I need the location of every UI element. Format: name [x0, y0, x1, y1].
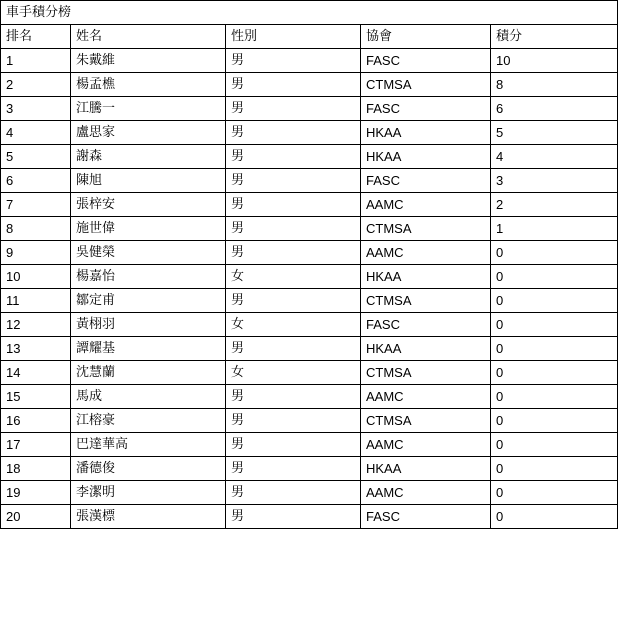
cell-association: FASC: [361, 505, 491, 529]
table-row: [1, 361, 618, 385]
cell-rank: 19: [1, 481, 71, 505]
table-row: [1, 145, 618, 169]
column-header-association: 協會: [361, 25, 491, 49]
cell-sex: 男: [226, 337, 361, 361]
cell-association: AAMC: [361, 241, 491, 265]
cell-association: AAMC: [361, 481, 491, 505]
cell-sex: 男: [226, 193, 361, 217]
cell-sex: 男: [226, 481, 361, 505]
table-row: [1, 73, 618, 97]
cell-association: CTMSA: [361, 73, 491, 97]
cell-sex: 男: [226, 49, 361, 73]
cell-association: HKAA: [361, 457, 491, 481]
table-row: [1, 409, 618, 433]
table-row: [1, 169, 618, 193]
cell-rank: 4: [1, 121, 71, 145]
cell-name: 潘德俊: [71, 457, 226, 481]
cell-rank: 1: [1, 49, 71, 73]
cell-rank: 14: [1, 361, 71, 385]
table-row: [1, 481, 618, 505]
table-body: [1, 1, 618, 529]
cell-name: 張漢標: [71, 505, 226, 529]
cell-association: HKAA: [361, 337, 491, 361]
cell-rank: 15: [1, 385, 71, 409]
cell-rank: 2: [1, 73, 71, 97]
column-header-sex: 性別: [226, 25, 361, 49]
table-row: [1, 193, 618, 217]
cell-name: 朱戴維: [71, 49, 226, 73]
cell-rank: 6: [1, 169, 71, 193]
cell-name: 譚耀基: [71, 337, 226, 361]
column-header-name: 姓名: [71, 25, 226, 49]
table-row: [1, 121, 618, 145]
cell-name: 巴達華高: [71, 433, 226, 457]
cell-rank: 5: [1, 145, 71, 169]
cell-points: 0: [491, 433, 618, 457]
cell-name: 盧思家: [71, 121, 226, 145]
cell-points: 10: [491, 49, 618, 73]
cell-rank: 3: [1, 97, 71, 121]
cell-name: 吳健榮: [71, 241, 226, 265]
cell-points: 8: [491, 73, 618, 97]
table-row: [1, 337, 618, 361]
cell-sex: 男: [226, 289, 361, 313]
cell-sex: 男: [226, 217, 361, 241]
cell-name: 楊孟樵: [71, 73, 226, 97]
cell-sex: 男: [226, 145, 361, 169]
cell-association: HKAA: [361, 145, 491, 169]
cell-points: 0: [491, 313, 618, 337]
table-row: [1, 217, 618, 241]
cell-points: 0: [491, 289, 618, 313]
cell-association: AAMC: [361, 193, 491, 217]
cell-sex: 男: [226, 409, 361, 433]
cell-points: 0: [491, 409, 618, 433]
cell-points: 3: [491, 169, 618, 193]
column-header-rank: 排名: [1, 25, 71, 49]
cell-name: 馬成: [71, 385, 226, 409]
cell-rank: 11: [1, 289, 71, 313]
cell-association: CTMSA: [361, 217, 491, 241]
cell-association: CTMSA: [361, 289, 491, 313]
column-header-points: 積分: [491, 25, 618, 49]
cell-name: 江騰一: [71, 97, 226, 121]
cell-association: CTMSA: [361, 361, 491, 385]
cell-sex: 女: [226, 361, 361, 385]
cell-points: 0: [491, 361, 618, 385]
cell-association: FASC: [361, 169, 491, 193]
cell-name: 施世偉: [71, 217, 226, 241]
cell-name: 謝森: [71, 145, 226, 169]
table-row: [1, 505, 618, 529]
cell-name: 沈慧蘭: [71, 361, 226, 385]
cell-sex: 男: [226, 457, 361, 481]
table-row: [1, 49, 618, 73]
cell-sex: 男: [226, 121, 361, 145]
table-row: [1, 289, 618, 313]
cell-association: AAMC: [361, 385, 491, 409]
cell-sex: 男: [226, 505, 361, 529]
cell-name: 鄒定甫: [71, 289, 226, 313]
cell-sex: 男: [226, 433, 361, 457]
cell-name: 陳旭: [71, 169, 226, 193]
cell-rank: 12: [1, 313, 71, 337]
cell-sex: 男: [226, 73, 361, 97]
table-header-row: [1, 25, 618, 49]
cell-points: 5: [491, 121, 618, 145]
table-row: [1, 265, 618, 289]
cell-rank: 8: [1, 217, 71, 241]
cell-name: 楊嘉怡: [71, 265, 226, 289]
table-title-row: [1, 1, 618, 25]
table-row: [1, 97, 618, 121]
cell-rank: 7: [1, 193, 71, 217]
cell-points: 0: [491, 481, 618, 505]
cell-points: 4: [491, 145, 618, 169]
cell-points: 0: [491, 385, 618, 409]
table-row: [1, 385, 618, 409]
cell-association: CTMSA: [361, 409, 491, 433]
cell-points: 2: [491, 193, 618, 217]
cell-name: 黃栩羽: [71, 313, 226, 337]
cell-association: FASC: [361, 313, 491, 337]
cell-sex: 女: [226, 265, 361, 289]
cell-association: HKAA: [361, 265, 491, 289]
cell-association: FASC: [361, 97, 491, 121]
cell-association: AAMC: [361, 433, 491, 457]
cell-sex: 男: [226, 97, 361, 121]
cell-points: 6: [491, 97, 618, 121]
cell-association: FASC: [361, 49, 491, 73]
cell-points: 0: [491, 265, 618, 289]
cell-rank: 16: [1, 409, 71, 433]
cell-rank: 9: [1, 241, 71, 265]
page-title: 車手積分榜: [1, 1, 618, 25]
table-row: [1, 457, 618, 481]
cell-points: 0: [491, 337, 618, 361]
table-row: [1, 241, 618, 265]
cell-rank: 13: [1, 337, 71, 361]
cell-name: 江榕豪: [71, 409, 226, 433]
cell-rank: 18: [1, 457, 71, 481]
cell-sex: 男: [226, 241, 361, 265]
cell-points: 0: [491, 457, 618, 481]
cell-points: 1: [491, 217, 618, 241]
cell-sex: 男: [226, 385, 361, 409]
cell-name: 張梓安: [71, 193, 226, 217]
cell-rank: 20: [1, 505, 71, 529]
cell-points: 0: [491, 241, 618, 265]
table-row: [1, 313, 618, 337]
cell-rank: 17: [1, 433, 71, 457]
cell-rank: 10: [1, 265, 71, 289]
cell-points: 0: [491, 505, 618, 529]
table-row: [1, 433, 618, 457]
cell-sex: 男: [226, 169, 361, 193]
cell-sex: 女: [226, 313, 361, 337]
cell-name: 李潔明: [71, 481, 226, 505]
cell-association: HKAA: [361, 121, 491, 145]
